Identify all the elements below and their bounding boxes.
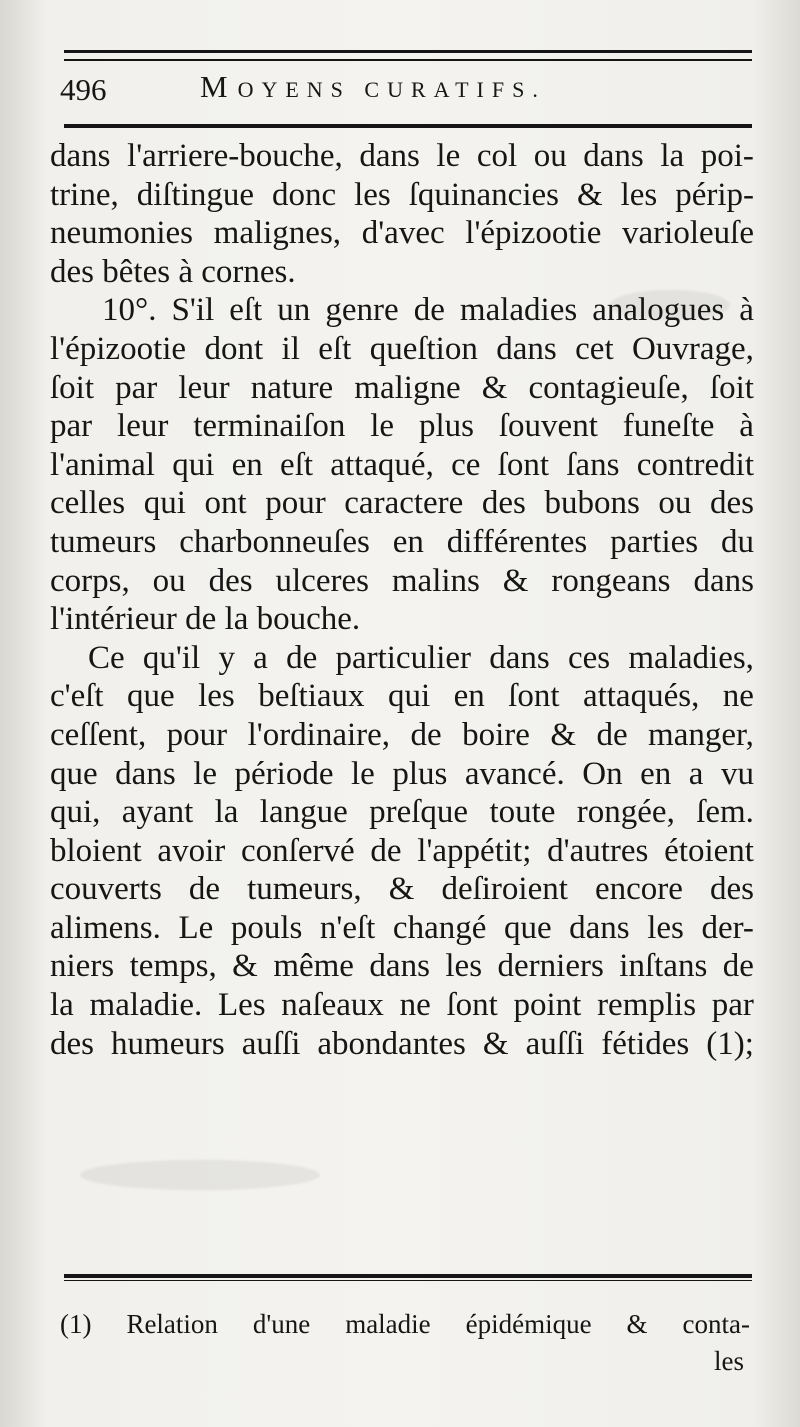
word: dans [115,755,176,792]
word: même [273,948,354,985]
word: l'épizootie [465,215,602,252]
word: à [739,408,754,445]
word: leur [117,408,169,445]
word: des [50,253,94,290]
word: eſt [318,330,352,367]
word: Ce [88,639,125,676]
word: & [482,1025,509,1062]
word: analogues [592,292,725,329]
word: vu [720,755,754,792]
word: les [620,176,658,213]
text-line [50,523,754,562]
word: & [481,369,508,406]
text-line [50,214,754,253]
word: l'arriere-bouche, [127,138,343,174]
word: fétides [601,1025,690,1062]
word: ſont [497,446,549,483]
word: dans [489,639,550,676]
word: bubons [544,485,640,522]
text-line [50,253,754,292]
word: y [218,639,235,676]
word: toute [489,794,556,831]
word: des [208,562,253,599]
word: auſſi [241,1025,301,1062]
word: beſtiaux [258,678,365,715]
word: ſem. [696,794,754,831]
word: épidémique [465,1309,592,1339]
word: dans [583,138,644,174]
word: bloient [50,832,142,869]
header-rule [64,124,752,128]
word: & [388,871,415,908]
word: des [50,1025,94,1062]
running-title-capital: M [200,69,238,104]
word: tumeurs, [247,871,362,908]
word: il [281,330,300,367]
footnote [60,1300,750,1348]
text-line [50,330,754,369]
word: n'eſt [319,909,376,946]
word: l'appétit; [417,832,532,869]
word: trine, [50,176,119,213]
word: donc [271,176,337,213]
word: les [198,678,235,715]
word: & [576,176,603,213]
word: de [188,871,221,908]
word: couverts [50,871,162,908]
word: dans [693,562,754,599]
word: du [721,523,754,560]
word: contredit [636,446,754,483]
word: maladies [459,292,578,329]
word: période [234,755,334,792]
word: leur [178,369,230,406]
word: corps, [50,562,130,599]
word: en [392,523,424,560]
word: des [709,485,754,522]
word: à [739,292,754,329]
word: les [647,909,684,946]
word: inſtans [619,948,708,985]
word: de [370,832,402,869]
word: attaqués, [582,678,700,715]
word: ou [533,138,567,174]
word: pouls [230,909,303,946]
word: humeurs [111,1025,225,1062]
word: point [513,987,582,1024]
word: ſouvent [498,408,598,445]
word: en [231,446,263,483]
word: ces [568,639,611,676]
word: la [50,987,74,1024]
word: On [582,755,623,792]
word: langue [259,794,348,831]
word: ſont [446,987,498,1024]
word: le [351,755,375,792]
word: de [185,601,217,638]
word: & [502,562,529,599]
word: périp- [675,176,754,213]
word: queſtion [369,330,478,367]
word: ſans [566,446,620,483]
text-line [50,909,754,948]
word: charbonneuſes [179,523,370,560]
word: par [50,408,93,445]
word: d'autres [547,832,649,869]
word: terminaiſon [193,408,346,445]
word: temps, [129,948,217,985]
word: particulier [335,639,472,676]
word: diſtingue [136,176,255,213]
word: l'animal [50,446,155,483]
word: dans [369,948,430,985]
word: cet [575,330,614,367]
word: malins [391,562,480,599]
text-line [50,947,754,986]
footnote-rule-thin [64,1280,752,1281]
word: en [640,755,672,792]
word: de [410,716,442,753]
word: cornes. [201,253,296,290]
word: caractere [344,485,464,522]
text-line [50,1025,754,1064]
word: par [115,369,158,406]
word: différentes [446,523,588,560]
word: de [286,639,318,676]
word: & [232,948,258,985]
word: col [476,138,518,174]
footnote-line [60,1300,750,1348]
word: un [277,292,311,329]
word: en [453,678,485,715]
word: neumonies [50,215,193,252]
word: conta- [682,1309,750,1339]
text-line [50,484,754,523]
top-rule-thin [64,59,752,61]
word: d'une [252,1309,311,1339]
word: pour [265,485,326,522]
word: poi- [700,138,754,174]
text-line [50,369,754,408]
word: l'intérieur [50,601,177,638]
word: la [224,601,249,638]
word: des [709,871,754,908]
text-line [50,870,754,909]
word: encore [594,871,683,908]
word: bêtes [102,253,171,290]
word: rongée, [576,794,675,831]
word: changé [392,909,487,946]
word: étoient [664,832,754,869]
word: Le [178,909,214,946]
word: malignes, [213,215,342,252]
word: plus [418,408,474,445]
word: avancé. [464,755,565,792]
word: maladie [345,1309,431,1339]
word: preſque [369,794,469,831]
word: plus [392,755,448,792]
page-number: 496 [60,72,107,107]
word: ſquinancies [408,176,559,213]
text-line [50,291,754,330]
word: Ouvrage, [632,330,754,367]
word: qui [172,446,215,483]
word: 10°. [102,292,157,329]
running-title [200,69,546,105]
word: ſoit [709,369,754,406]
word: niers [50,948,115,985]
word: c'eſt [50,678,104,715]
text-line [50,407,754,446]
word: funeſte [622,408,715,445]
word: que [127,678,175,715]
word: ayant [121,794,194,831]
word: le [436,138,461,174]
word: eſt [229,292,263,329]
word: qui [387,678,431,715]
word: nature [250,369,334,406]
text-line [50,755,754,794]
body-text [50,137,754,1063]
word: dans [496,330,557,367]
word: avoir [157,832,226,869]
word: l'épizootie [50,330,187,367]
word: ont [204,485,247,522]
word: contagieuſe, [528,369,689,406]
word: varioleuſe [622,215,754,252]
word: l'ordinaire, [247,716,391,753]
text-line [50,137,754,176]
word: pour [166,716,228,753]
word: maligne [354,369,461,406]
text-line [50,639,754,678]
word: à [178,253,193,290]
word: manger, [648,716,754,753]
word: qui, [50,794,101,831]
word: dans [359,138,420,174]
text-line [50,176,754,215]
word: celles [50,485,126,522]
text-line [50,793,754,832]
word: de [722,948,754,985]
word: dans [50,138,111,174]
word: d'avec [361,215,445,252]
word: dans [569,909,630,946]
running-title-rest: OYENS CURATIFS. [237,77,546,102]
word: tumeurs [50,523,157,560]
word: & [550,716,577,753]
word: boire [462,716,530,753]
word: le [193,755,218,792]
text-line [50,677,754,716]
running-header [60,69,620,111]
word: ceſſent, [50,716,147,753]
word: der- [701,909,754,946]
word: qu'il [142,639,201,676]
word: Les [217,987,266,1024]
word: des [481,485,526,522]
word: (1); [706,1025,754,1062]
word: alimens. [50,909,161,946]
word: conſervé [241,832,355,869]
word: les [354,176,391,213]
word: ſoit [50,369,95,406]
word: par [711,987,754,1024]
word: maladies, [628,639,754,676]
word: la [660,138,685,174]
word: ſont [508,678,560,715]
word: Relation [126,1309,218,1339]
text-line [50,832,754,871]
footnote-rule [64,1274,752,1278]
word: naſeaux [281,987,384,1024]
word: de [413,292,445,329]
word: ou [152,562,186,599]
word: eſt [280,446,314,483]
text-line [50,986,754,1025]
word: maladie. [89,987,203,1024]
word: le [370,408,395,445]
word: parties [610,523,699,560]
word: bouche. [256,601,361,638]
word: deſiroient [441,871,568,908]
text-line [50,562,754,601]
word: derniers [497,948,604,985]
word: ne [399,987,431,1024]
word: rongeans [551,562,671,599]
bleed-through-mark [80,1160,320,1190]
word: de [596,716,628,753]
word: ne [722,678,754,715]
word: attaqué, [330,446,434,483]
word: qui [143,485,186,522]
word: genre [325,292,399,329]
text-line [50,446,754,485]
word: S'il [171,292,215,329]
word: remplis [597,987,697,1024]
word: que [50,755,98,792]
word: les [445,948,483,985]
word: (1) [60,1309,92,1339]
catchword: les [714,1346,744,1376]
word: dont [204,330,264,367]
word: abondantes [317,1025,466,1062]
word: a [688,755,704,792]
top-rule [64,50,752,53]
text-line [50,600,754,639]
word: auſſi [525,1025,585,1062]
word: ou [658,485,692,522]
word: que [503,909,552,946]
text-line [50,716,754,755]
word: la [214,794,239,831]
word: ce [451,446,481,483]
word: ulceres [275,562,369,599]
word: & [626,1309,648,1339]
word: a [253,639,268,676]
